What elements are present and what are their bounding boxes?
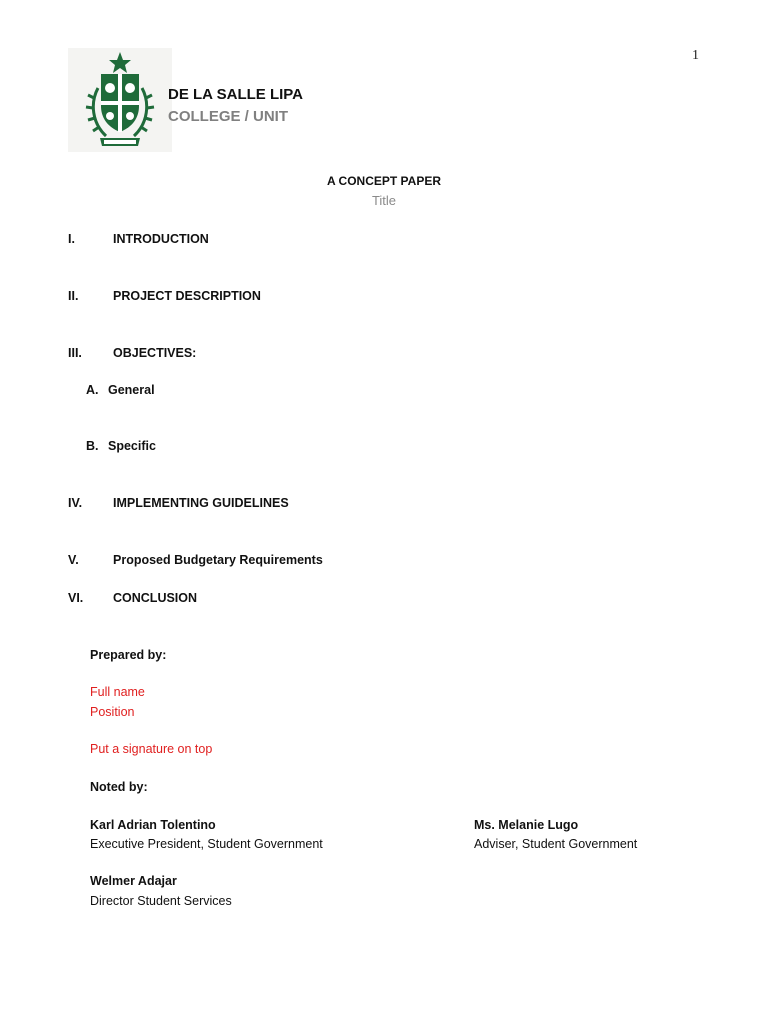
full-name-placeholder: Full name: [90, 685, 145, 699]
signature-note: Put a signature on top: [90, 742, 213, 756]
section-heading-implementing-guidelines: IMPLEMENTING GUIDELINES: [113, 496, 289, 510]
position-placeholder: Position: [90, 705, 135, 719]
section-heading-budgetary: Proposed Budgetary Requirements: [113, 553, 323, 567]
crest-icon: [68, 48, 172, 152]
school-name: DE LA SALLE LIPA: [168, 86, 303, 103]
signatory-name: Ms. Melanie Lugo: [474, 818, 579, 832]
school-crest-logo: [68, 48, 172, 152]
objective-general: [86, 383, 155, 397]
section-heading-project-description: PROJECT DESCRIPTION: [113, 289, 261, 303]
page-number: 1: [692, 48, 699, 63]
section-heading-conclusion: CONCLUSION: [113, 591, 198, 605]
signatory-name: Karl Adrian Tolentino: [90, 818, 216, 832]
document-heading: A CONCEPT PAPER: [326, 174, 441, 188]
signatory-role: Director Student Services: [90, 894, 232, 908]
section-number-implementing-guidelines: IV.: [68, 496, 83, 510]
prepared-by-label: Prepared by:: [90, 648, 167, 662]
section-heading-objectives: OBJECTIVES:: [113, 346, 197, 360]
section-number-introduction: I.: [68, 232, 75, 246]
section-number-project-description: II.: [68, 289, 79, 303]
objective-label: General: [108, 383, 155, 397]
noted-by-label: Noted by:: [90, 780, 148, 794]
objective-letter: B.: [86, 439, 99, 453]
signatory-role: Adviser, Student Government: [474, 837, 638, 851]
document-title-placeholder: Title: [371, 193, 397, 208]
objective-label: Specific: [108, 439, 156, 453]
signatory-role: Executive President, Student Government: [90, 837, 323, 851]
section-number-budgetary: V.: [68, 553, 79, 567]
section-number-objectives: III.: [68, 346, 82, 360]
section-heading-introduction: INTRODUCTION: [113, 232, 209, 246]
section-number-conclusion: VI.: [68, 591, 84, 605]
signatory-name: Welmer Adajar: [90, 874, 177, 888]
school-unit: COLLEGE / UNIT: [168, 108, 288, 125]
objective-specific: [86, 439, 156, 453]
objective-letter: A.: [86, 383, 99, 397]
